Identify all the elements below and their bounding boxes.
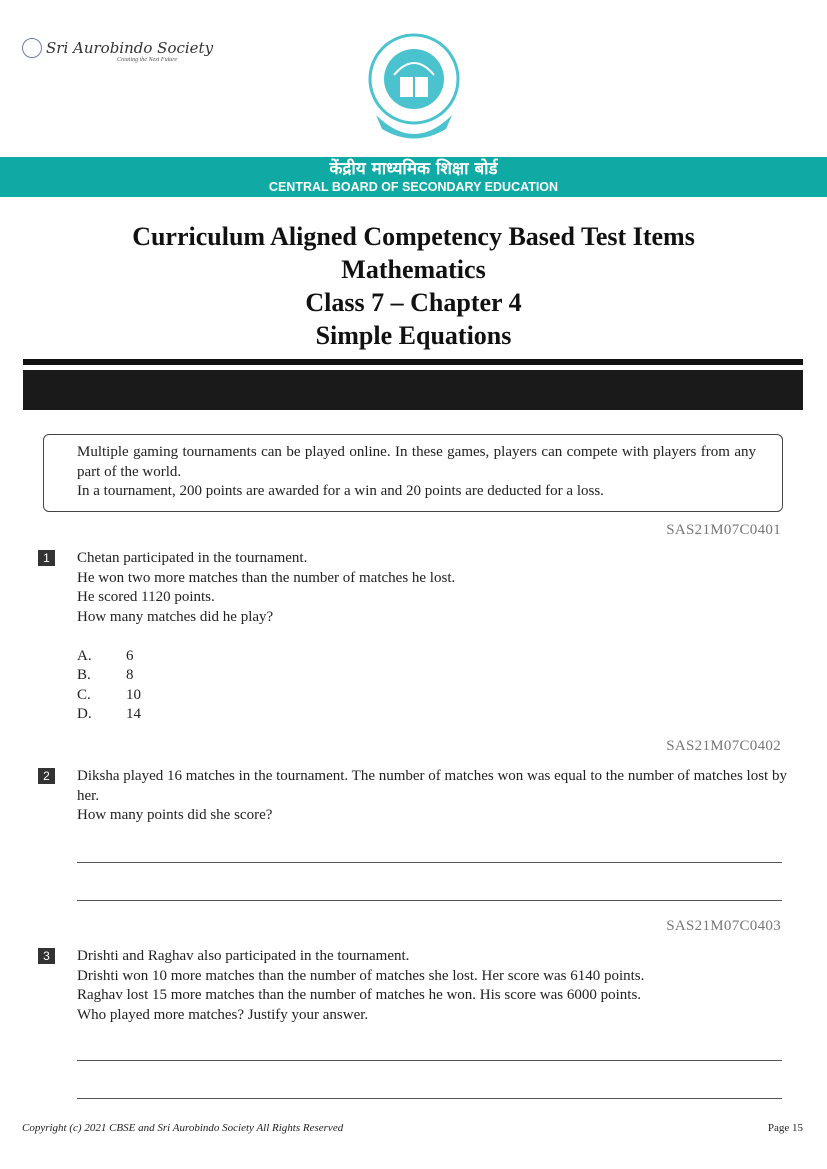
context-box [43, 434, 783, 512]
question-text: He won two more matches than the number of matches he lost. [77, 569, 456, 586]
question-text: Raghav lost 15 more matches than the number of matches he won. His score was 6000 points. [77, 987, 642, 1003]
class-chapter-title: Class 7 – Chapter 4 [305, 288, 522, 317]
item-code: SAS21M07C0402 [666, 738, 781, 754]
answer-line[interactable] [77, 900, 782, 901]
question-text: Drishti and Raghav also participated in the tournament. [77, 948, 410, 964]
option-value: 14 [126, 706, 141, 722]
question-text: Chetan participated in the tournament. [77, 550, 308, 566]
answer-line[interactable] [77, 1060, 782, 1061]
question-text: Drishti won 10 more matches than the number of matches she lost. Her score was 6140 points. [77, 967, 645, 984]
answer-line[interactable] [77, 1098, 782, 1099]
option-letter: B. [77, 667, 91, 683]
question-text: How many points did she score? [77, 807, 273, 823]
subject-title: Mathematics [341, 255, 486, 284]
item-code: SAS21M07C0403 [666, 918, 781, 934]
question-1 [77, 549, 787, 725]
option-value: 6 [126, 647, 134, 664]
option-value: 8 [126, 667, 134, 683]
question-2 [77, 767, 787, 826]
title-line: Curriculum Aligned Competency Based Test Items [132, 222, 695, 251]
question-3 [77, 947, 787, 1025]
document-title [0, 220, 827, 352]
option-b[interactable] [77, 666, 787, 686]
question-text: How many matches did he play? [77, 608, 274, 625]
option-c[interactable] [77, 686, 787, 706]
question-number: 3 [38, 948, 55, 964]
page-number: Page 15 [767, 1122, 803, 1134]
answer-line[interactable] [77, 862, 782, 863]
option-d[interactable] [77, 705, 787, 725]
publisher-name: Sri Aurobindo Society [46, 39, 214, 57]
option-letter: D. [77, 706, 92, 722]
context-paragraph: In a tournament, 200 points are awarded for a win and 20 points are deducted for a loss. [77, 483, 604, 499]
question-number: 1 [38, 550, 55, 566]
board-name-english: CENTRAL BOARD OF SECONDARY EDUCATION [268, 180, 559, 194]
divider [23, 359, 803, 365]
cbse-emblem-icon [366, 33, 462, 143]
chapter-name: Simple Equations [315, 321, 512, 350]
copyright-notice: Copyright (c) 2021 CBSE and Sri Aurobindo Society All Rights Reserved [22, 1122, 344, 1134]
question-text: Who played more matches? Justify your answer. [77, 1006, 369, 1023]
question-text: Diksha played 16 matches in the tournament. The number of matches won was equal to the number of matches lost by her. [77, 768, 787, 804]
option-letter: C. [77, 686, 91, 703]
sri-aurobindo-society-logo [22, 38, 214, 63]
section-bar [23, 370, 803, 410]
option-letter: A. [77, 647, 92, 664]
question-text: He scored 1120 points. [77, 589, 215, 605]
question-number: 2 [38, 768, 55, 784]
globe-icon [22, 38, 42, 58]
option-a[interactable] [77, 647, 787, 667]
item-code: SAS21M07C0401 [666, 522, 781, 538]
board-name-hindi: केंद्रीय माध्यमिक शिक्षा बोर्ड [329, 159, 498, 179]
cbse-banner [0, 157, 827, 197]
option-value: 10 [126, 686, 141, 703]
publisher-tagline: Creating the Next Future [117, 57, 178, 63]
context-paragraph: Multiple gaming tournaments can be played online. In these games, players can compete with players from any part of the world. [77, 444, 756, 480]
